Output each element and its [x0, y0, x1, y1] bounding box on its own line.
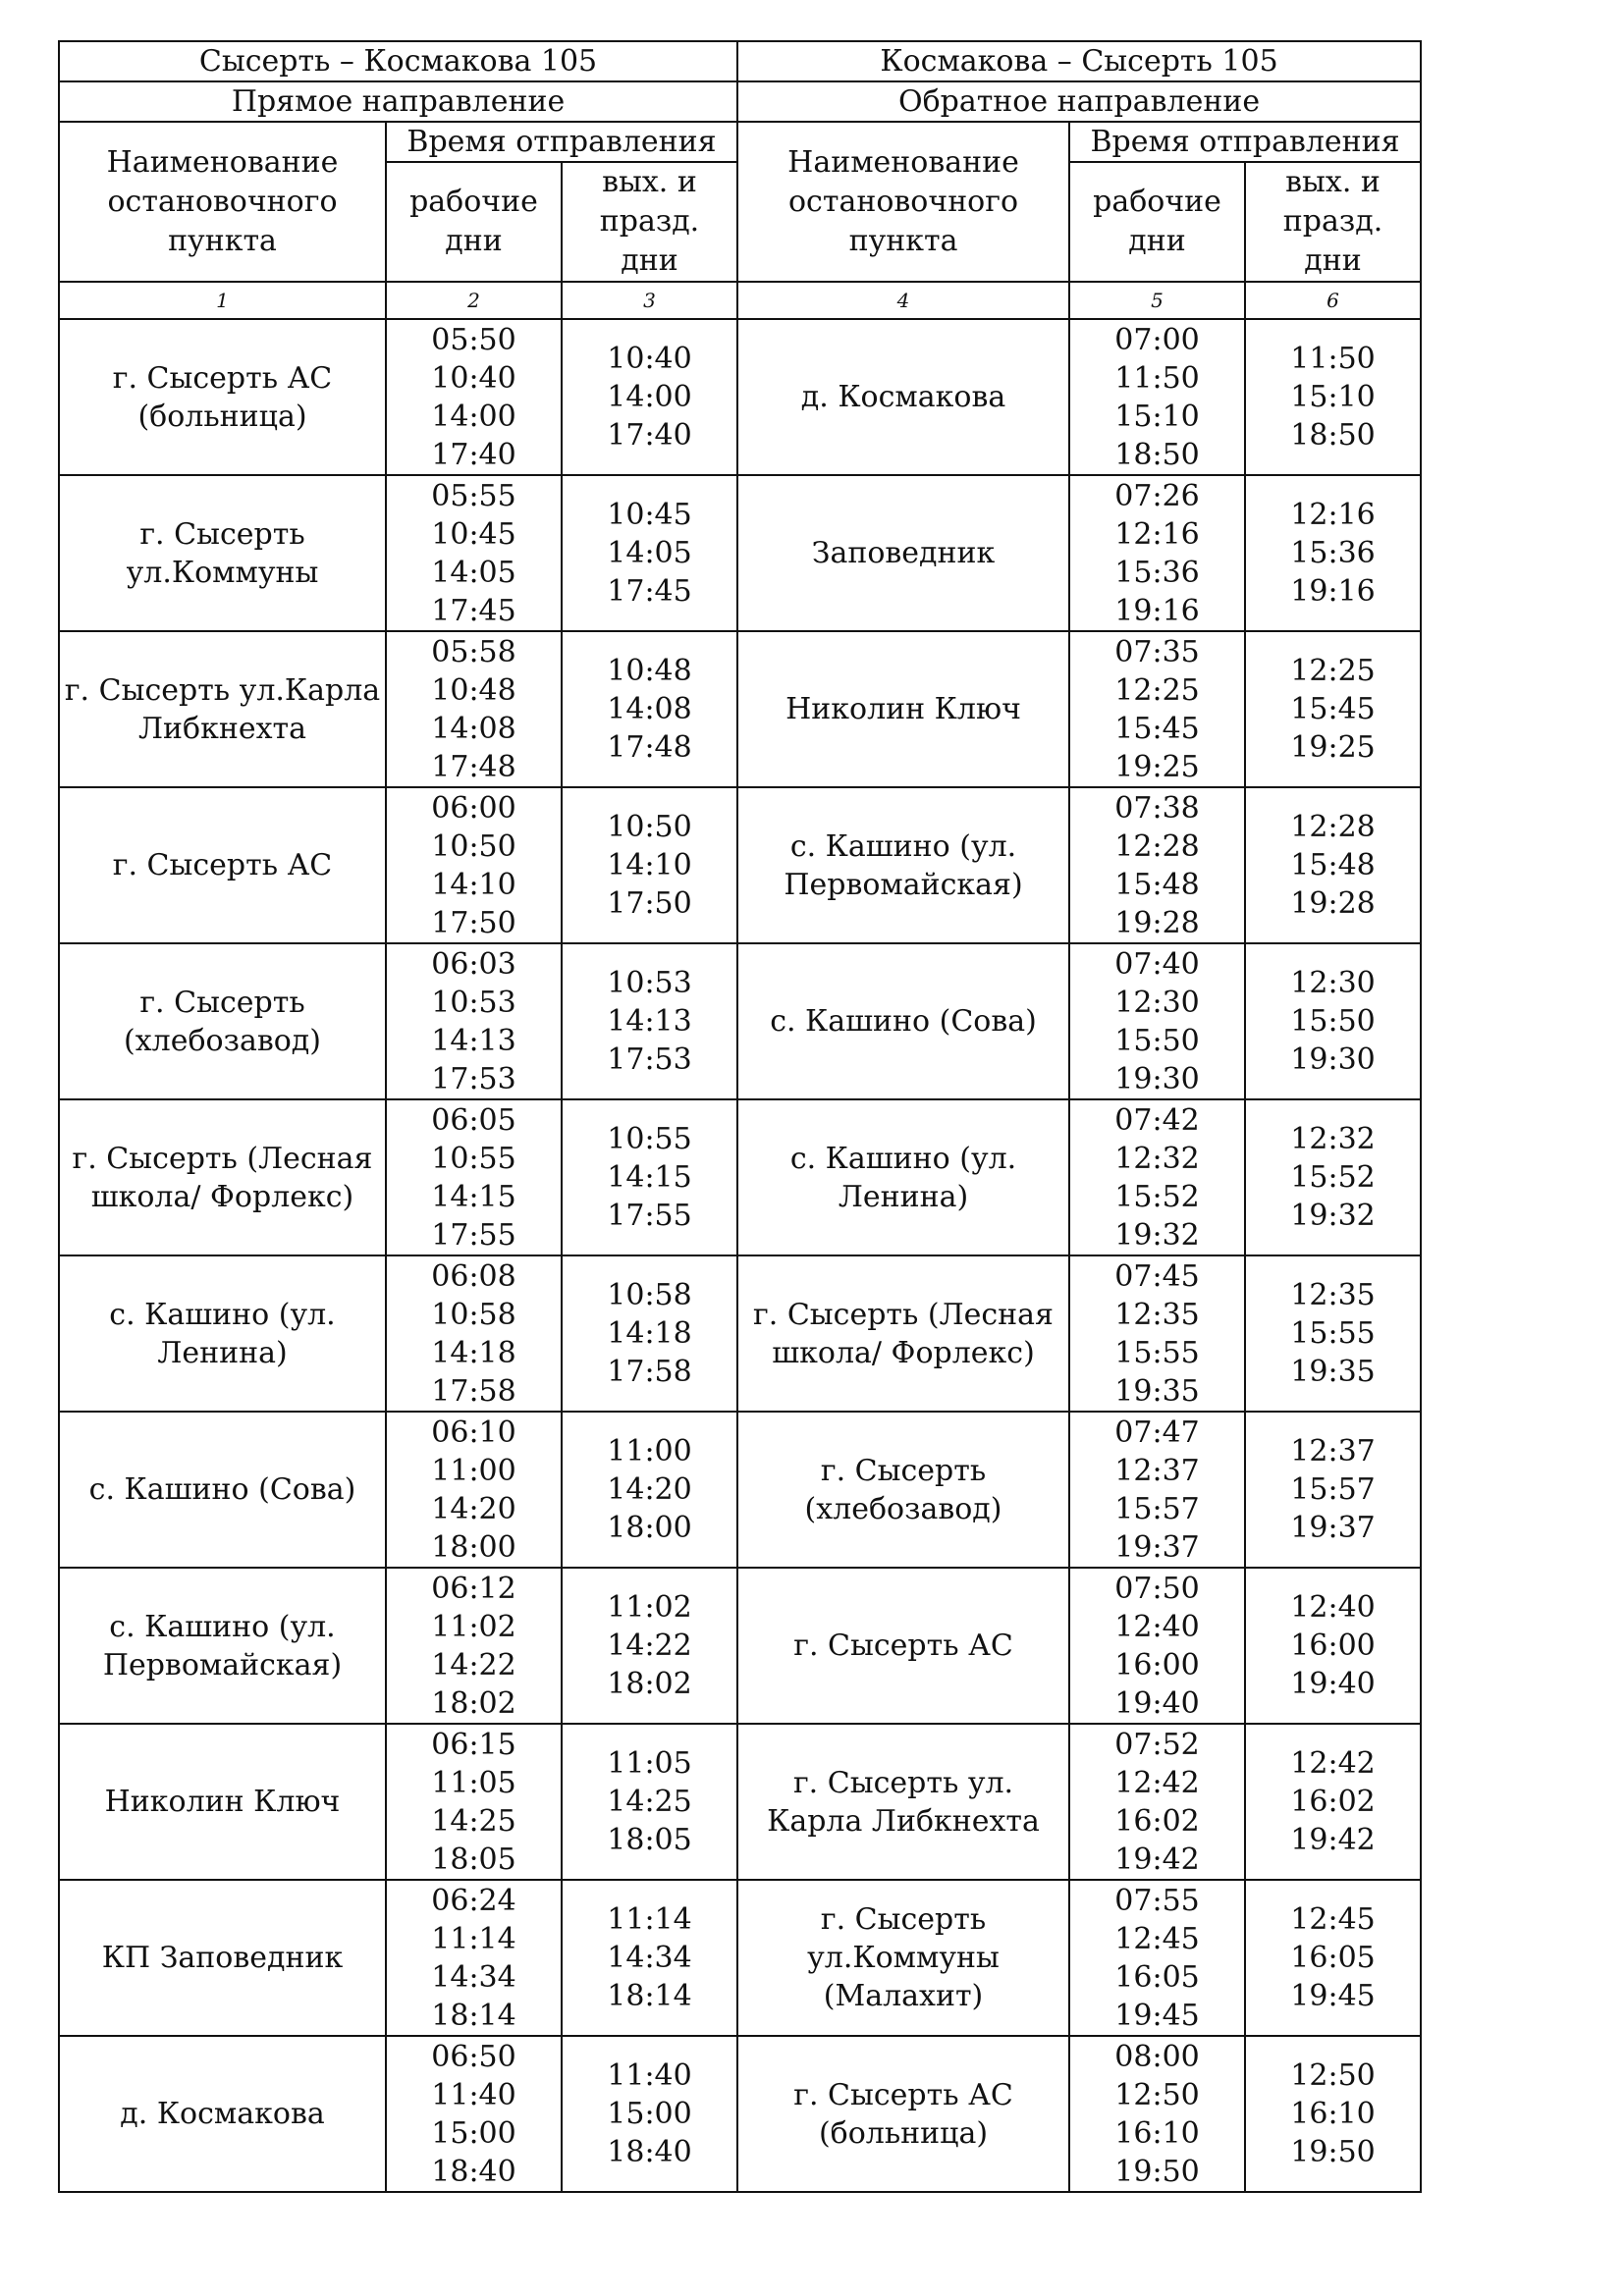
- departure-time: 14:25: [607, 1785, 692, 1819]
- departure-time: 11:40: [431, 2077, 516, 2112]
- departure-time: 16:00: [1114, 1647, 1200, 1682]
- forward-holiday-times: [562, 1880, 737, 2036]
- departure-time: 14:15: [607, 1160, 692, 1195]
- forward-workday-times: [386, 1099, 562, 1255]
- backward-holiday-times: [1245, 943, 1421, 1099]
- departure-time: 15:36: [1290, 536, 1376, 570]
- departure-time: 18:40: [607, 2135, 692, 2169]
- departure-time: 14:20: [607, 1472, 692, 1507]
- departure-time: 07:45: [1114, 1258, 1200, 1294]
- direction-backward-label: Обратное направление: [737, 81, 1421, 122]
- column-number: 2: [386, 282, 562, 319]
- departure-time: 11:50: [1290, 342, 1376, 376]
- forward-workday-times: [386, 1568, 562, 1724]
- departure-time: 12:50: [1290, 2058, 1376, 2093]
- departure-time: 12:45: [1114, 1921, 1200, 1956]
- departure-time: 18:14: [431, 1998, 516, 2033]
- departure-time: 16:05: [1290, 1941, 1376, 1975]
- departure-time: 07:40: [1114, 946, 1200, 982]
- departure-time: 17:50: [607, 886, 692, 921]
- departure-time: 15:10: [1114, 399, 1200, 434]
- departure-time: 12:42: [1290, 1746, 1376, 1781]
- departure-time: 06:15: [431, 1727, 516, 1762]
- route-header-row: [59, 41, 1421, 81]
- schedule-row: [59, 1099, 1421, 1255]
- backward-workday-times: [1069, 787, 1245, 943]
- departure-time: 18:00: [431, 1529, 516, 1565]
- departure-time: 19:40: [1290, 1667, 1376, 1701]
- weekends-header-backward: вых. и празд. дни: [1245, 162, 1421, 282]
- forward-holiday-times: [562, 1412, 737, 1568]
- departure-time: 19:16: [1290, 574, 1376, 609]
- departure-time: 15:52: [1114, 1179, 1200, 1214]
- backward-workday-times: [1069, 1568, 1245, 1724]
- bus-schedule-table: [58, 40, 1422, 2193]
- departure-time: 14:05: [607, 536, 692, 570]
- forward-workday-times: [386, 631, 562, 787]
- departure-time: 10:40: [431, 360, 516, 396]
- forward-holiday-times: [562, 1568, 737, 1724]
- backward-workday-times: [1069, 2036, 1245, 2192]
- backward-holiday-times: [1245, 1255, 1421, 1412]
- route-backward-title: Космакова – Сысерть 105: [737, 41, 1421, 81]
- departure-time: 12:28: [1114, 828, 1200, 864]
- schedule-row: [59, 1412, 1421, 1568]
- departure-time: 12:37: [1290, 1434, 1376, 1468]
- departure-time: 11:02: [607, 1590, 692, 1625]
- departure-time: 06:03: [431, 946, 516, 982]
- departure-time: 14:15: [431, 1179, 516, 1214]
- departure-time: 15:36: [1114, 555, 1200, 590]
- departure-time: 19:32: [1114, 1217, 1200, 1253]
- departure-time: 12:16: [1290, 498, 1376, 532]
- departure-time: 10:55: [607, 1122, 692, 1156]
- backward-workday-times: [1069, 631, 1245, 787]
- departure-time: 14:10: [607, 848, 692, 882]
- forward-holiday-times: [562, 631, 737, 787]
- departure-time: 16:05: [1114, 1959, 1200, 1995]
- forward-holiday-times: [562, 1099, 737, 1255]
- departure-time: 12:40: [1290, 1590, 1376, 1625]
- schedule-row: [59, 1880, 1421, 2036]
- backward-holiday-times: [1245, 1568, 1421, 1724]
- departure-time: 19:16: [1114, 593, 1200, 628]
- forward-workday-times: [386, 1412, 562, 1568]
- forward-stop-name: д. Космакова: [59, 2036, 386, 2192]
- backward-holiday-times: [1245, 475, 1421, 631]
- departure-time: 19:25: [1290, 730, 1376, 765]
- workdays-header-forward: рабочие дни: [386, 162, 562, 282]
- departure-time: 11:14: [431, 1921, 516, 1956]
- departure-time: 18:02: [431, 1685, 516, 1721]
- departure-time: 14:22: [607, 1629, 692, 1663]
- departure-time: 18:14: [607, 1979, 692, 2013]
- column-number: 5: [1069, 282, 1245, 319]
- departure-time: 17:45: [607, 574, 692, 609]
- forward-stop-name: с. Кашино (Сова): [59, 1412, 386, 1568]
- direction-header-row: [59, 81, 1421, 122]
- departure-time: 14:22: [431, 1647, 516, 1682]
- departure-time: 12:35: [1290, 1278, 1376, 1312]
- departure-time: 05:58: [431, 634, 516, 669]
- departure-time: 19:35: [1290, 1355, 1376, 1389]
- stop-name-header-forward: Наименование остановочного пункта: [59, 122, 386, 282]
- departure-time: 14:08: [607, 692, 692, 726]
- forward-workday-times: [386, 1880, 562, 2036]
- stop-name-header-backward: Наименование остановочного пункта: [737, 122, 1069, 282]
- departure-time: 17:53: [431, 1061, 516, 1096]
- backward-holiday-times: [1245, 1880, 1421, 2036]
- forward-workday-times: [386, 475, 562, 631]
- schedule-row: [59, 1255, 1421, 1412]
- departure-time: 11:00: [607, 1434, 692, 1468]
- backward-holiday-times: [1245, 787, 1421, 943]
- forward-stop-name: с. Кашино (ул. Первомайская): [59, 1568, 386, 1724]
- time-header-row: [59, 122, 1421, 162]
- departure-time: 19:32: [1290, 1199, 1376, 1233]
- departure-time: 19:40: [1114, 1685, 1200, 1721]
- departure-time: 12:28: [1290, 810, 1376, 844]
- departure-time: 11:05: [431, 1765, 516, 1800]
- departure-time: 06:05: [431, 1102, 516, 1138]
- schedule-row: [59, 943, 1421, 1099]
- backward-stop-name: с. Кашино (ул. Первомайская): [737, 787, 1069, 943]
- departure-time: 19:25: [1114, 749, 1200, 784]
- backward-stop-name: д. Космакова: [737, 319, 1069, 475]
- departure-time: 19:35: [1114, 1373, 1200, 1409]
- backward-stop-name: Николин Ключ: [737, 631, 1069, 787]
- departure-time: 18:50: [1114, 437, 1200, 472]
- departure-time: 12:16: [1114, 516, 1200, 552]
- forward-stop-name: г. Сысерть АС (больница): [59, 319, 386, 475]
- departure-time: 10:45: [431, 516, 516, 552]
- route-forward-title: Сысерть – Космакова 105: [59, 41, 737, 81]
- column-number: 6: [1245, 282, 1421, 319]
- departure-time: 17:45: [431, 593, 516, 628]
- departure-time: 15:45: [1114, 711, 1200, 746]
- schedule-row: [59, 787, 1421, 943]
- departure-time: 18:02: [607, 1667, 692, 1701]
- column-number: 1: [59, 282, 386, 319]
- departure-time: 06:50: [431, 2039, 516, 2074]
- backward-holiday-times: [1245, 631, 1421, 787]
- departure-time-header-forward: Время отправления: [386, 122, 737, 162]
- departure-time: 17:55: [607, 1199, 692, 1233]
- forward-stop-name: г. Сысерть ул.Карла Либкнехта: [59, 631, 386, 787]
- backward-workday-times: [1069, 1255, 1245, 1412]
- departure-time: 05:55: [431, 478, 516, 513]
- departure-time: 15:50: [1290, 1004, 1376, 1039]
- backward-stop-name: г. Сысерть (Лесная школа/ Форлекс): [737, 1255, 1069, 1412]
- departure-time: 16:10: [1114, 2115, 1200, 2151]
- departure-time: 15:55: [1114, 1335, 1200, 1370]
- forward-workday-times: [386, 787, 562, 943]
- backward-holiday-times: [1245, 1724, 1421, 1880]
- departure-time: 10:48: [607, 654, 692, 688]
- departure-time: 10:45: [607, 498, 692, 532]
- backward-holiday-times: [1245, 1099, 1421, 1255]
- departure-time: 14:34: [607, 1941, 692, 1975]
- departure-time: 10:40: [607, 342, 692, 376]
- departure-time: 19:28: [1114, 905, 1200, 940]
- departure-time: 08:00: [1114, 2039, 1200, 2074]
- forward-holiday-times: [562, 2036, 737, 2192]
- backward-workday-times: [1069, 1412, 1245, 1568]
- backward-holiday-times: [1245, 2036, 1421, 2192]
- departure-time: 11:05: [607, 1746, 692, 1781]
- backward-workday-times: [1069, 1880, 1245, 2036]
- departure-time: 12:50: [1114, 2077, 1200, 2112]
- departure-time: 16:02: [1114, 1803, 1200, 1839]
- departure-time: 17:58: [431, 1373, 516, 1409]
- departure-time: 15:48: [1290, 848, 1376, 882]
- departure-time: 12:37: [1114, 1453, 1200, 1488]
- departure-time: 15:00: [607, 2097, 692, 2131]
- schedule-row: [59, 1724, 1421, 1880]
- backward-stop-name: с. Кашино (ул. Ленина): [737, 1099, 1069, 1255]
- departure-time: 11:40: [607, 2058, 692, 2093]
- backward-stop-name: г. Сысерть АС (больница): [737, 2036, 1069, 2192]
- column-number: 4: [737, 282, 1069, 319]
- forward-holiday-times: [562, 787, 737, 943]
- backward-stop-name: с. Кашино (Сова): [737, 943, 1069, 1099]
- departure-time: 15:10: [1290, 380, 1376, 414]
- backward-workday-times: [1069, 475, 1245, 631]
- departure-time: 16:02: [1290, 1785, 1376, 1819]
- departure-time: 10:48: [431, 672, 516, 708]
- departure-time: 17:48: [431, 749, 516, 784]
- departure-time: 10:53: [431, 985, 516, 1020]
- departure-time: 07:55: [1114, 1883, 1200, 1918]
- weekends-header-forward: вых. и празд. дни: [562, 162, 737, 282]
- column-number: 3: [562, 282, 737, 319]
- departure-time: 17:48: [607, 730, 692, 765]
- schedule-row: [59, 2036, 1421, 2192]
- forward-stop-name: г. Сысерть (Лесная школа/ Форлекс): [59, 1099, 386, 1255]
- departure-time: 19:45: [1114, 1998, 1200, 2033]
- departure-time: 18:05: [607, 1823, 692, 1857]
- departure-time: 14:20: [431, 1491, 516, 1526]
- departure-time: 15:55: [1290, 1316, 1376, 1351]
- forward-stop-name: КП Заповедник: [59, 1880, 386, 2036]
- departure-time: 18:40: [431, 2154, 516, 2189]
- forward-holiday-times: [562, 475, 737, 631]
- forward-stop-name: г. Сысерть (хлебозавод): [59, 943, 386, 1099]
- backward-stop-name: г. Сысерть ул. Карла Либкнехта: [737, 1724, 1069, 1880]
- departure-time: 12:45: [1290, 1902, 1376, 1937]
- schedule-row: [59, 319, 1421, 475]
- schedule-row: [59, 631, 1421, 787]
- departure-time: 19:37: [1290, 1511, 1376, 1545]
- departure-time: 10:50: [607, 810, 692, 844]
- departure-time-header-backward: Время отправления: [1069, 122, 1421, 162]
- departure-time: 14:18: [431, 1335, 516, 1370]
- departure-time: 14:08: [431, 711, 516, 746]
- column-number-row: [59, 282, 1421, 319]
- departure-time: 17:40: [431, 437, 516, 472]
- departure-time: 12:40: [1114, 1609, 1200, 1644]
- departure-time: 14:13: [607, 1004, 692, 1039]
- forward-holiday-times: [562, 319, 737, 475]
- departure-time: 07:35: [1114, 634, 1200, 669]
- backward-workday-times: [1069, 319, 1245, 475]
- departure-time: 10:53: [607, 966, 692, 1000]
- departure-time: 15:57: [1290, 1472, 1376, 1507]
- departure-time: 14:18: [607, 1316, 692, 1351]
- departure-time: 14:34: [431, 1959, 516, 1995]
- forward-stop-name: г. Сысерть ул.Коммуны: [59, 475, 386, 631]
- departure-time: 19:50: [1114, 2154, 1200, 2189]
- departure-time: 10:50: [431, 828, 516, 864]
- departure-time: 19:30: [1114, 1061, 1200, 1096]
- backward-stop-name: г. Сысерть (хлебозавод): [737, 1412, 1069, 1568]
- forward-holiday-times: [562, 943, 737, 1099]
- departure-time: 19:45: [1290, 1979, 1376, 2013]
- forward-workday-times: [386, 319, 562, 475]
- departure-time: 06:00: [431, 790, 516, 826]
- departure-time: 17:50: [431, 905, 516, 940]
- departure-time: 17:55: [431, 1217, 516, 1253]
- departure-time: 11:02: [431, 1609, 516, 1644]
- departure-time: 06:10: [431, 1415, 516, 1450]
- departure-time: 15:57: [1114, 1491, 1200, 1526]
- forward-workday-times: [386, 1255, 562, 1412]
- workdays-header-backward: рабочие дни: [1069, 162, 1245, 282]
- backward-stop-name: г. Сысерть АС: [737, 1568, 1069, 1724]
- departure-time: 15:45: [1290, 692, 1376, 726]
- departure-time: 17:40: [607, 418, 692, 453]
- departure-time: 19:28: [1290, 886, 1376, 921]
- departure-time: 15:00: [431, 2115, 516, 2151]
- departure-time: 12:32: [1114, 1141, 1200, 1176]
- departure-time: 12:25: [1290, 654, 1376, 688]
- departure-time: 17:58: [607, 1355, 692, 1389]
- forward-stop-name: Николин Ключ: [59, 1724, 386, 1880]
- backward-stop-name: Заповедник: [737, 475, 1069, 631]
- departure-time: 19:30: [1290, 1042, 1376, 1077]
- schedule-row: [59, 1568, 1421, 1724]
- forward-workday-times: [386, 2036, 562, 2192]
- forward-workday-times: [386, 943, 562, 1099]
- departure-time: 18:50: [1290, 418, 1376, 453]
- departure-time: 14:25: [431, 1803, 516, 1839]
- departure-time: 06:12: [431, 1571, 516, 1606]
- departure-time: 12:30: [1114, 985, 1200, 1020]
- schedule-row: [59, 475, 1421, 631]
- departure-time: 16:10: [1290, 2097, 1376, 2131]
- departure-time: 12:32: [1290, 1122, 1376, 1156]
- departure-time: 14:00: [607, 380, 692, 414]
- departure-time: 16:00: [1290, 1629, 1376, 1663]
- departure-time: 12:35: [1114, 1297, 1200, 1332]
- departure-time: 11:14: [607, 1902, 692, 1937]
- forward-workday-times: [386, 1724, 562, 1880]
- forward-stop-name: г. Сысерть АС: [59, 787, 386, 943]
- departure-time: 19:42: [1114, 1842, 1200, 1877]
- backward-holiday-times: [1245, 319, 1421, 475]
- departure-time: 12:42: [1114, 1765, 1200, 1800]
- departure-time: 12:30: [1290, 966, 1376, 1000]
- departure-time: 14:05: [431, 555, 516, 590]
- forward-stop-name: с. Кашино (ул. Ленина): [59, 1255, 386, 1412]
- departure-time: 07:52: [1114, 1727, 1200, 1762]
- departure-time: 10:58: [431, 1297, 516, 1332]
- direction-forward-label: Прямое направление: [59, 81, 737, 122]
- departure-time: 10:58: [607, 1278, 692, 1312]
- departure-time: 19:37: [1114, 1529, 1200, 1565]
- departure-time: 11:50: [1114, 360, 1200, 396]
- departure-time: 07:38: [1114, 790, 1200, 826]
- forward-holiday-times: [562, 1724, 737, 1880]
- departure-time: 19:42: [1290, 1823, 1376, 1857]
- departure-time: 18:00: [607, 1511, 692, 1545]
- departure-time: 14:13: [431, 1023, 516, 1058]
- departure-time: 07:26: [1114, 478, 1200, 513]
- backward-workday-times: [1069, 943, 1245, 1099]
- departure-time: 11:00: [431, 1453, 516, 1488]
- departure-time: 14:00: [431, 399, 516, 434]
- departure-time: 15:50: [1114, 1023, 1200, 1058]
- backward-workday-times: [1069, 1724, 1245, 1880]
- departure-time: 07:42: [1114, 1102, 1200, 1138]
- departure-time: 07:50: [1114, 1571, 1200, 1606]
- departure-time: 05:50: [431, 322, 516, 357]
- departure-time: 10:55: [431, 1141, 516, 1176]
- backward-stop-name: г. Сысерть ул.Коммуны (Малахит): [737, 1880, 1069, 2036]
- departure-time: 17:53: [607, 1042, 692, 1077]
- departure-time: 15:52: [1290, 1160, 1376, 1195]
- backward-holiday-times: [1245, 1412, 1421, 1568]
- departure-time: 07:47: [1114, 1415, 1200, 1450]
- departure-time: 12:25: [1114, 672, 1200, 708]
- departure-time: 18:05: [431, 1842, 516, 1877]
- departure-time: 06:08: [431, 1258, 516, 1294]
- forward-holiday-times: [562, 1255, 737, 1412]
- backward-workday-times: [1069, 1099, 1245, 1255]
- departure-time: 14:10: [431, 867, 516, 902]
- departure-time: 19:50: [1290, 2135, 1376, 2169]
- departure-time: 06:24: [431, 1883, 516, 1918]
- departure-time: 15:48: [1114, 867, 1200, 902]
- departure-time: 07:00: [1114, 322, 1200, 357]
